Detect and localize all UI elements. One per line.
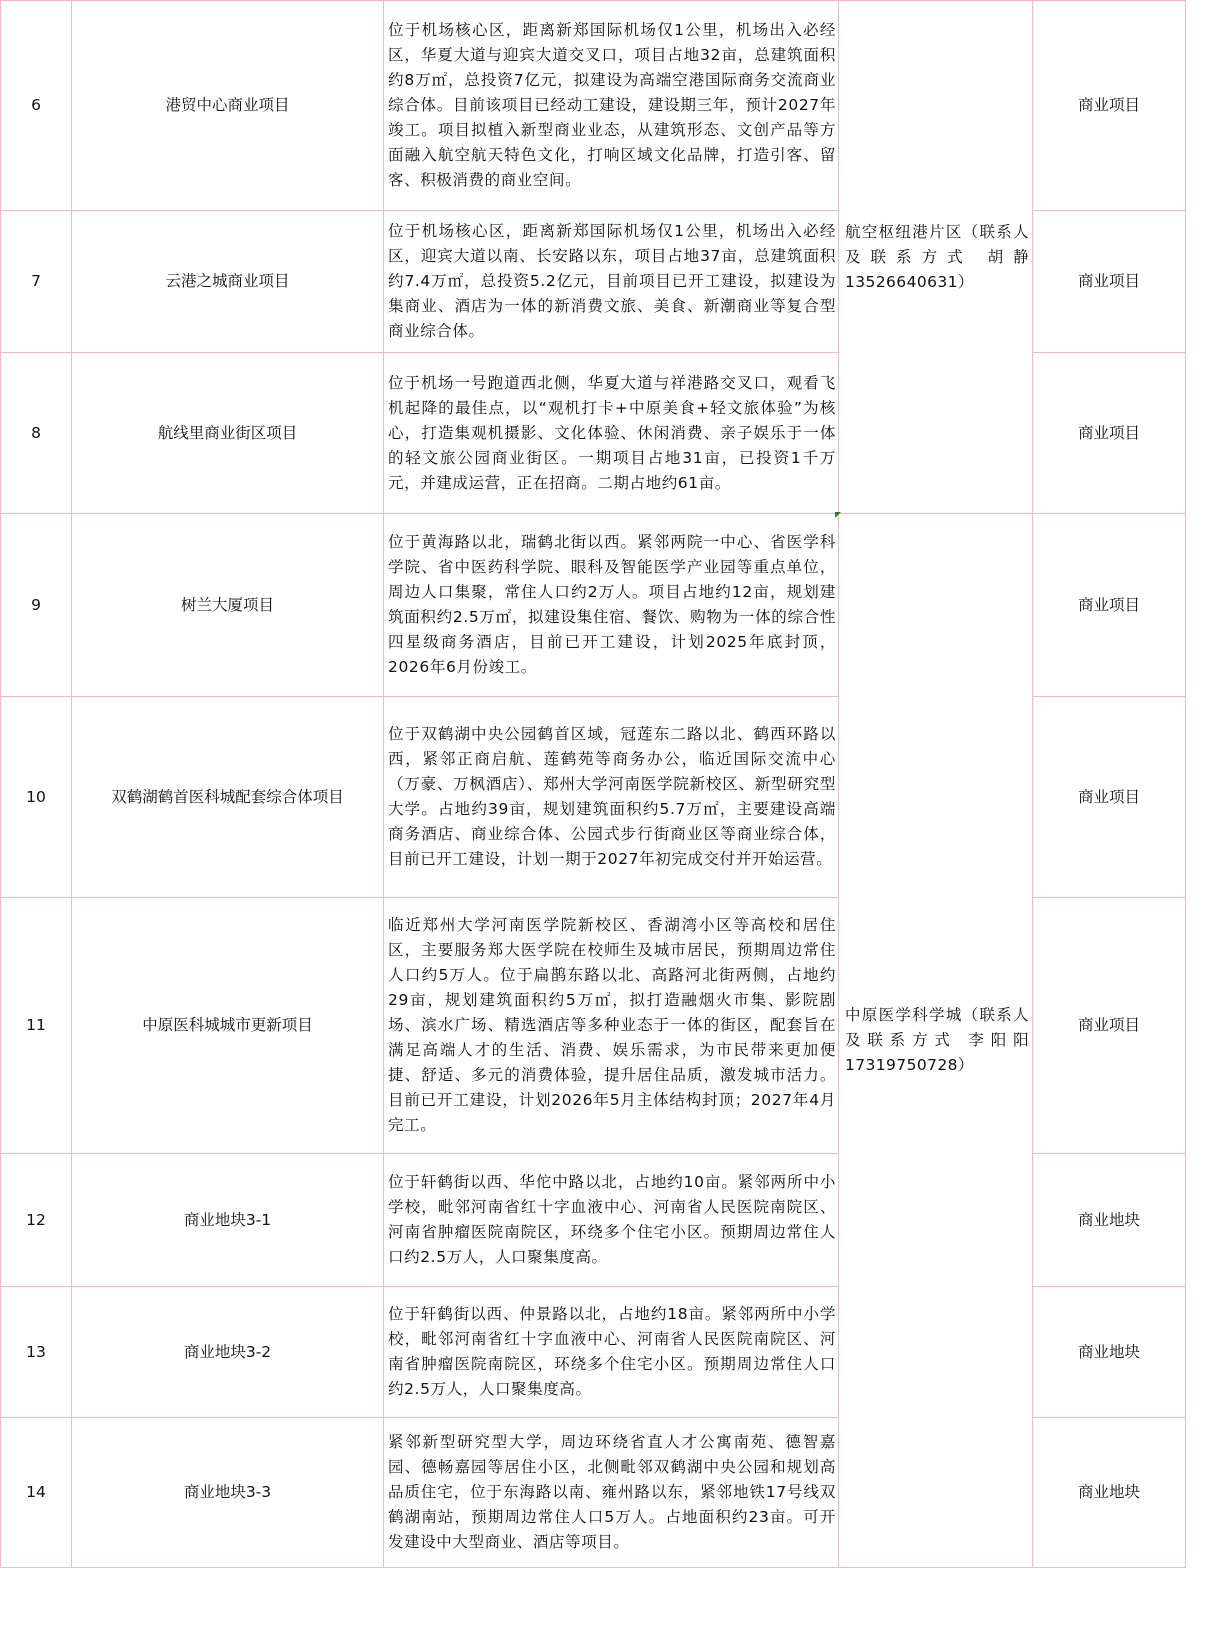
project-type: 商业项目 (1033, 898, 1186, 1154)
project-type: 商业地块 (1033, 1154, 1186, 1287)
cell-comment-marker (835, 512, 841, 518)
project-type: 商业项目 (1033, 211, 1186, 353)
row-number: 6 (1, 1, 72, 211)
row-number: 8 (1, 353, 72, 514)
area-contact-text: 航空枢纽港片区（联系人及联系方式 胡静 13526640631） (845, 222, 1029, 291)
project-type: 商业地块 (1033, 1287, 1186, 1418)
project-description (384, 514, 839, 697)
project-name: 航线里商业街区项目 (72, 353, 384, 514)
project-description (384, 1, 839, 211)
project-description (384, 353, 839, 514)
description-text: 位于双鹤湖中央公园鹤首区域，冠莲东二路以北、鹤西环路以西，紧邻正商启航、莲鹤苑等商务办公，临近国际交流中心（万豪、万枫酒店）、郑州大学河南医学院新校区、新型研究型大学。占地约39亩，规划建筑面积约5.7万㎡，主要建设高端商务酒店、商业综合体、公园式步行街商业区等商业综合体，目前已开工建设，计划一期于2027年初完成交付并开始运营。 (388, 725, 836, 868)
description-text: 位于轩鹤街以西、华佗中路以北，占地约10亩。紧邻两所中小学校，毗邻河南省红十字血液中心、河南省人民医院南院区、河南省肿瘤医院南院区，环绕多个住宅小区。预期周边常住人口约2.5万人，人口聚集度高。 (388, 1173, 836, 1266)
description-text: 临近郑州大学河南医学院新校区、香湖湾小区等高校和居住区，主要服务郑大医学院在校师生及城市居民，预期周边常住人口约5万人。位于扁鹊东路以北、高路河北街两侧，占地约29亩，规划建筑面积约5万㎡，拟打造融烟火市集、影院剧场、滨水广场、精选酒店等多种业态于一体的街区，配套旨在满足高端人才的生活、消费、娱乐需求，为市民带来更加便捷、舒适、多元的消费体验，提升居住品质，激发城市活力。目前已开工建设，计划2026年5月主体结构封顶；2027年4月完工。 (388, 916, 836, 1134)
row-number: 9 (1, 514, 72, 697)
project-type: 商业项目 (1033, 353, 1186, 514)
row-number: 7 (1, 211, 72, 353)
project-description (384, 898, 839, 1154)
project-description (384, 1418, 839, 1568)
project-description (384, 1287, 839, 1418)
project-type: 商业项目 (1033, 697, 1186, 898)
project-name: 中原医科城城市更新项目 (72, 898, 384, 1154)
project-type: 商业项目 (1033, 514, 1186, 697)
project-name: 树兰大厦项目 (72, 514, 384, 697)
description-text: 位于机场一号跑道西北侧，华夏大道与祥港路交叉口，观看飞机起降的最佳点，以“观机打卡+中原美食+轻文旅体验”为核心，打造集观机摄影、文化体验、休闲消费、亲子娱乐于一体的轻文旅公园商业街区。一期项目占地31亩，已投资1千万元，并建成运营，正在招商。二期占地约61亩。 (388, 373, 836, 492)
description-text: 位于轩鹤街以西、仲景路以北，占地约18亩。紧邻两所中小学校，毗邻河南省红十字血液中心、河南省人民医院南院区、河南省肿瘤医院南院区，环绕多个住宅小区。预期周边常住人口约2.5万人，人口聚集度高。 (388, 1305, 836, 1398)
area-contact-text: 中原医学科学城（联系人及联系方式 李阳阳 17319750728） (845, 1006, 1029, 1074)
project-type: 商业项目 (1033, 1, 1186, 211)
table-row (1, 1, 1186, 211)
project-description (384, 1154, 839, 1287)
description-text: 位于黄海路以北，瑞鹤北街以西。紧邻两院一中心、省医学科学院、省中医药科学院、眼科及智能医学产业园等重点单位，周边人口集聚，常住人口约2万人。项目占地约12亩，规划建筑面积约2.5万㎡，拟建设集住宿、餐饮、购物为一体的综合性四星级商务酒店，目前已开工建设，计划2025年底封顶，2026年6月份竣工。 (388, 533, 836, 676)
project-type: 商业地块 (1033, 1418, 1186, 1568)
description-text: 位于机场核心区，距离新郑国际机场仅1公里，机场出入必经区，迎宾大道以南、长安路以东，项目占地37亩，总建筑面积约7.4万㎡，总投资5.2亿元，目前项目已开工建设，拟建设为集商业、酒店为一体的新消费文旅、美食、新潮商业等复合型商业综合体。 (388, 222, 836, 340)
area-contact (839, 514, 1033, 1568)
row-number: 14 (1, 1418, 72, 1568)
project-name: 云港之城商业项目 (72, 211, 384, 353)
description-text: 紧邻新型研究型大学，周边环绕省直人才公寓南苑、德智嘉园、德畅嘉园等居住小区，北侧毗邻双鹤湖中央公园和规划高品质住宅，位于东海路以南、雍州路以东，紧邻地铁17号线双鹤湖南站，预期周边常住人口5万人。占地面积约23亩。可开发建设中大型商业、酒店等项目。 (388, 1433, 836, 1551)
row-number: 13 (1, 1287, 72, 1418)
description-text: 位于机场核心区，距离新郑国际机场仅1公里，机场出入必经区，华夏大道与迎宾大道交叉口，项目占地32亩，总建筑面积约8万㎡，总投资7亿元，拟建设为高端空港国际商务交流商业综合体。目前该项目已经动工建设，建设期三年，预计2027年竣工。项目拟植入新型商业业态，从建筑形态、文创产品等方面融入航空航天特色文化，打响区域文化品牌，打造引客、留客、积极消费的商业空间。 (388, 21, 836, 189)
project-name: 港贸中心商业项目 (72, 1, 384, 211)
project-name: 双鹤湖鹤首医科城配套综合体项目 (72, 697, 384, 898)
project-name: 商业地块3-2 (72, 1287, 384, 1418)
row-number: 12 (1, 1154, 72, 1287)
project-name: 商业地块3-3 (72, 1418, 384, 1568)
project-description (384, 697, 839, 898)
project-description (384, 211, 839, 353)
row-number: 10 (1, 697, 72, 898)
area-contact (839, 1, 1033, 514)
row-number: 11 (1, 898, 72, 1154)
table-row (1, 514, 1186, 697)
project-name: 商业地块3-1 (72, 1154, 384, 1287)
